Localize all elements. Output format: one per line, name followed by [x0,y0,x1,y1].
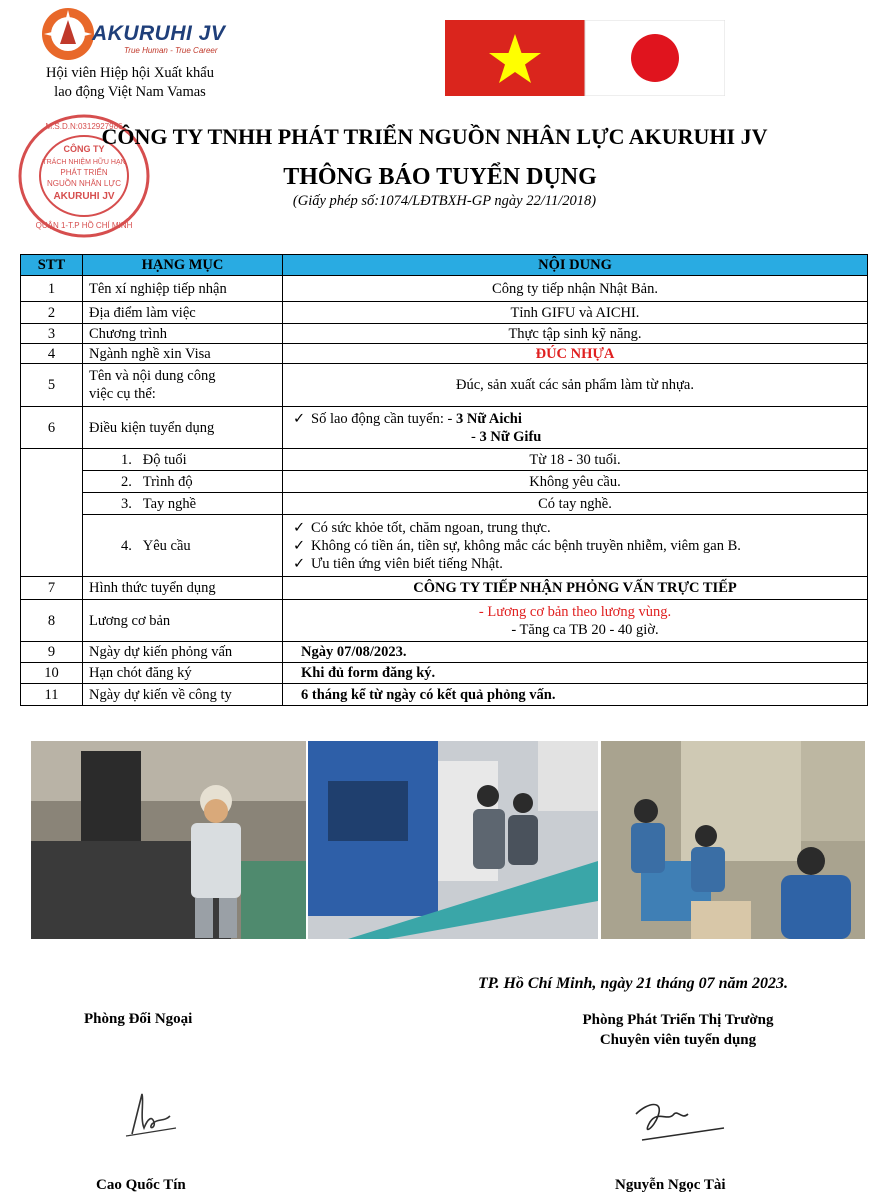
workers-label: Số lao động cần tuyển: - [311,410,456,427]
sub-number: 4. [121,537,132,554]
row-number: 3 [21,324,83,344]
svg-text:M.S.D.N:0312927986: M.S.D.N:0312927986 [45,122,123,131]
row-content: Từ 18 - 30 tuổi. [283,449,868,471]
table-row [21,515,868,577]
subrow-blank [21,449,83,577]
membership-line-2: lao động Việt Nam Vamas [54,84,206,100]
requirement-item [293,555,861,573]
checkmark-icon: ✓ [293,555,306,572]
row-content: Có tay nghề. [283,493,868,515]
table-row [21,407,868,449]
row-item: Tên xí nghiệp tiếp nhận [83,276,283,302]
svg-text:TRÁCH NHIỆM HỮU HẠN: TRÁCH NHIỆM HỮU HẠN [42,159,126,166]
membership-note [20,64,240,102]
row-number: 2 [21,302,83,324]
table-row [21,324,868,344]
table-row [21,471,868,493]
membership-line-1: Hội viên Hiệp hội Xuất khẩu [46,65,214,81]
row-content [283,407,868,449]
header-item: HẠNG MỤC [83,255,283,276]
workers-gifu-line [293,428,861,446]
checkmark-icon: ✓ [293,410,306,427]
right-signature [628,1092,728,1148]
logo-text: AKURUHI JV [92,22,226,45]
row-item: Lương cơ bản [83,600,283,642]
row-number: 8 [21,600,83,642]
requirement-item [293,537,861,555]
header-stt: STT [21,255,83,276]
table-row [21,577,868,600]
row-content: Khi đủ form đăng ký. [283,663,868,684]
requirements-list [283,515,868,577]
row-content: Không yêu cầu. [283,471,868,493]
table-row [21,642,868,663]
row-content: Thực tập sinh kỹ năng. [283,324,868,344]
left-department: Phòng Đối Ngoại [84,1011,193,1027]
table-header-row [21,255,868,276]
table-row [21,663,868,684]
sub-label: Độ tuổi [142,451,187,468]
row-item: Ngành nghề xin Visa [83,344,283,364]
row-item [83,449,283,471]
row-content: 6 tháng kể từ ngày có kết quả phỏng vấn. [283,684,868,706]
row-item: Chương trình [83,324,283,344]
visa-occupation: ĐÚC NHỰA [283,344,868,364]
row-content: CÔNG TY TIẾP NHẬN PHỎNG VẤN TRỰC TIẾP [283,577,868,600]
row-item [83,515,283,577]
row-item: Ngày dự kiến về công ty [83,684,283,706]
company-name: CÔNG TY TNHH PHÁT TRIỂN NGUỒN NHÂN LỰC AKURUHI JV [101,124,768,149]
overtime-line: - Tăng ca TB 20 - 40 giờ. [511,621,659,638]
row-item: Điều kiện tuyển dụng [83,407,283,449]
svg-text:QUẬN 1-T.P HỒ CHÍ MINH: QUẬN 1-T.P HỒ CHÍ MINH [35,221,133,230]
row-number: 6 [21,407,83,449]
requirement-text: Ưu tiên ứng viên biết tiếng Nhật. [311,555,503,572]
row-number: 5 [21,364,83,407]
row-item: Địa điểm làm việc [83,302,283,324]
salary-line: - Lương cơ bản theo lương vùng. [478,603,672,620]
table-row [21,493,868,515]
row-content: Ngày 07/08/2023. [283,642,868,663]
row-number: 11 [21,684,83,706]
right-signer-name: Nguyễn Ngọc Tài [615,1177,726,1193]
svg-text:NGUỒN NHÂN LỰC: NGUỒN NHÂN LỰC [47,179,121,188]
recruitment-table [20,254,868,706]
right-department-line-1: Phòng Phát Triển Thị Trường [582,1012,774,1028]
japan-flag [585,20,725,96]
requirement-text: Không có tiền án, tiền sự, không mắc các bệnh truyền nhiễm, viêm gan B. [311,537,741,554]
row-content: Công ty tiếp nhận Nhật Bản. [283,276,868,302]
sub-number: 3. [121,495,132,512]
sub-label: Yêu cầu [142,537,191,554]
row-item-line: việc cụ thể: [89,386,156,402]
table-row [21,344,868,364]
salary-content [283,600,868,642]
row-number: 7 [21,577,83,600]
svg-text:AKURUHI JV: AKURUHI JV [53,191,115,202]
document-title: THÔNG BÁO TUYỂN DỤNG [283,164,597,190]
factory-photo-3 [601,741,865,939]
sub-number: 2. [121,473,132,490]
svg-text:CÔNG TY: CÔNG TY [63,144,105,154]
row-number: 9 [21,642,83,663]
row-item: Hạn chót đăng ký [83,663,283,684]
row-number: 1 [21,276,83,302]
row-item: Ngày dự kiến phỏng vấn [83,642,283,663]
left-signature [118,1088,182,1144]
checkmark-icon: ✓ [293,537,306,554]
sub-label: Trình độ [142,473,193,490]
flags [445,20,725,96]
factory-photo-2 [308,741,598,939]
row-item [83,493,283,515]
license-number: (Giấy phép số:1074/LĐTBXH-GP ngày 22/11/2018) [292,193,597,209]
row-content: Tỉnh GIFU và AICHI. [283,302,868,324]
dash: - [471,428,480,445]
table-row [21,302,868,324]
table-row [21,364,868,407]
table-row [21,684,868,706]
workers-needed-line [293,410,861,428]
workers-gifu: 3 Nữ Gifu [479,428,542,445]
table-row [21,449,868,471]
row-item [83,364,283,407]
row-number: 10 [21,663,83,684]
workers-aichi: 3 Nữ Aichi [455,410,522,427]
row-content: Đúc, sản xuất các sản phẩm làm từ nhựa. [283,364,868,407]
table-row [21,600,868,642]
vietnam-flag [445,20,585,96]
table-row [21,276,868,302]
svg-text:PHÁT TRIỂN: PHÁT TRIỂN [60,168,108,177]
right-department-line-2: Chuyên viên tuyển dụng [599,1032,757,1048]
row-item [83,471,283,493]
issue-date: TP. Hồ Chí Minh, ngày 21 tháng 07 năm 2023. [478,975,788,992]
row-number: 4 [21,344,83,364]
row-item-line: Tên và nội dung công [89,368,216,384]
requirement-item [293,519,861,537]
right-department [556,1010,800,1050]
header-content: NỘI DUNG [283,255,868,276]
factory-photo-1 [31,741,306,939]
requirement-text: Có sức khỏe tốt, chăm ngoan, trung thực. [311,519,551,536]
left-signer-name: Cao Quốc Tín [96,1177,186,1193]
row-item: Hình thức tuyển dụng [83,577,283,600]
logo-tagline: True Human - True Career [124,46,218,55]
checkmark-icon: ✓ [293,519,306,536]
sub-label: Tay nghề [142,495,197,512]
sub-number: 1. [121,451,132,468]
